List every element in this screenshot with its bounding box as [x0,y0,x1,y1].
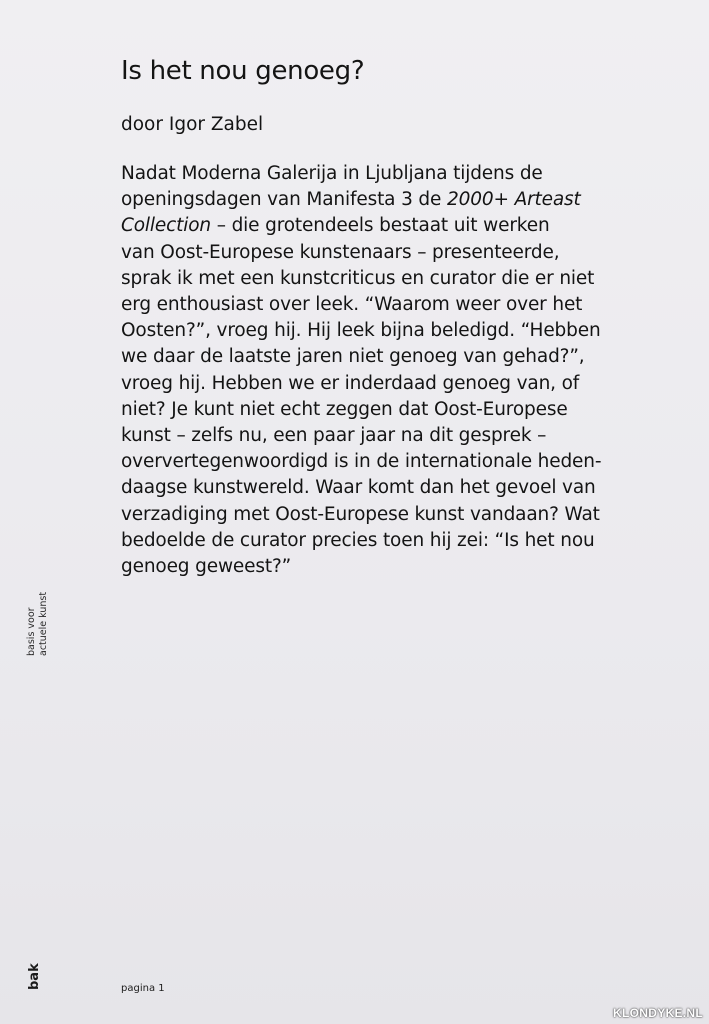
body-line: genoeg geweest?” [121,556,292,578]
italic-title: Collection [121,215,212,237]
body-line: Nadat Moderna Galerija in Ljubljana tijdens de [121,163,543,184]
italic-title: 2000+ Arteast [447,189,581,211]
body-line: Collection – die grotendeels bestaat uit werken [121,215,550,237]
body-line: van Oost-Europese kunstenaars – presenteerde, [121,241,560,263]
tagline-line-1: basis voor [26,607,37,656]
body-text [121,161,701,580]
body-line: oververtegenwoordigd is in de internationale heden- [121,451,602,473]
author-byline: door Igor Zabel [121,114,264,135]
page-title: Is het nou genoeg? [121,56,365,86]
body-line: daagse kunstwereld. Waar komt dan het gevoel van [121,477,596,499]
body-line: bedoelde de curator precies toen hij zei: “Is het nou [121,529,595,551]
brand-logo-text: bak [27,963,42,990]
body-line: verzadiging met Oost-Europese kunst vandaan? Wat [121,503,600,525]
body-line: openingsdagen van Manifesta 3 de 2000+ Arteast [121,189,581,211]
body-line: Oosten?”, vroeg hij. Hij leek bijna beledigd. “Hebben [121,320,601,342]
body-line: niet? Je kunt niet echt zeggen dat Oost-Europese [121,398,568,420]
body-line: sprak ik met een kunstcriticus en curator die er niet [121,267,595,289]
sidebar-tagline [26,592,50,656]
page-number: pagina 1 [121,983,165,994]
body-line: erg enthousiast over leek. “Waarom weer over het [121,294,583,316]
tagline-line-2: actuele kunst [38,591,49,656]
body-line: kunst – zelfs nu, een paar jaar na dit gesprek – [121,425,547,447]
body-line: vroeg hij. Hebben we er inderdaad genoeg van, of [121,372,580,394]
body-line: we daar de laatste jaren niet genoeg van gehad?”, [121,346,585,368]
watermark: KLONDYKE.NL [613,1006,703,1020]
